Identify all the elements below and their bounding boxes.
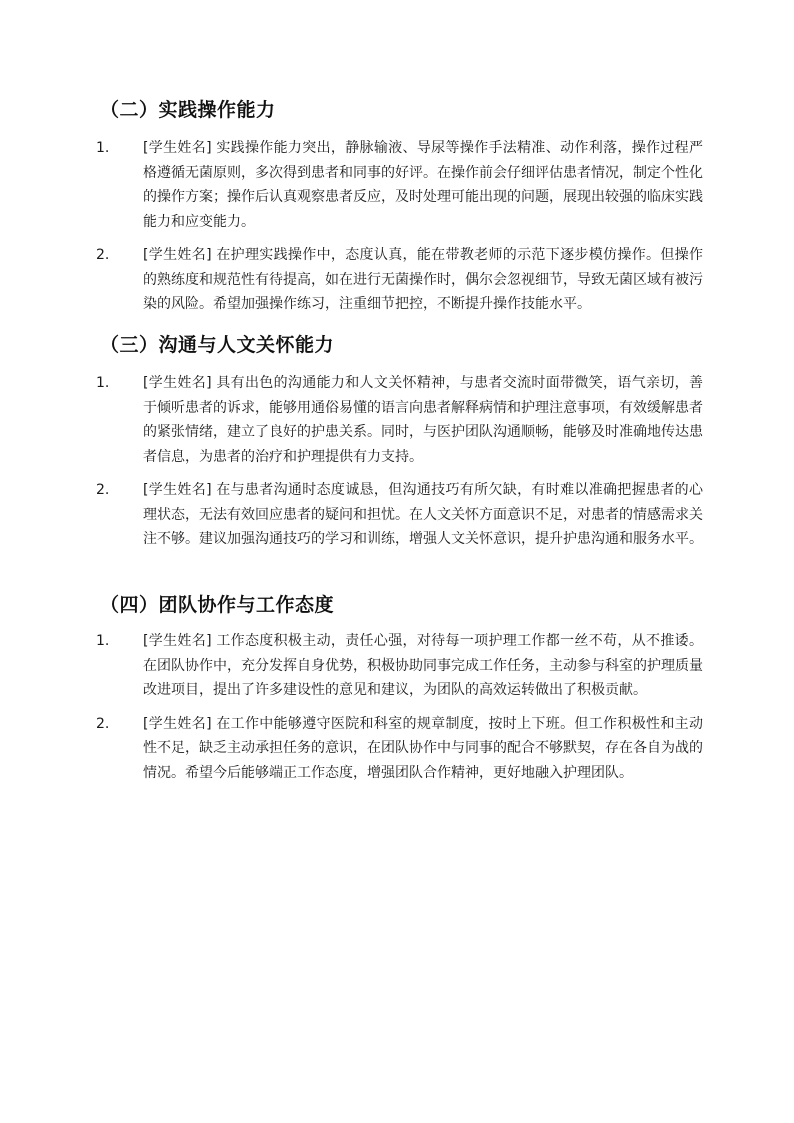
- list-number: 1.: [96, 633, 110, 649]
- list-number: 2.: [96, 715, 110, 732]
- list-item: [0, 712, 794, 786]
- list-item-text: [学生姓名] 在与患者沟通时态度诚恳，但沟通技巧有所欠缺，有时难以准确把握患者的心理状态，无法有效回应患者的疑问和担忧。在人文关怀方面意识不足，对患者的情感需求关注不够。建议加强沟通技巧的学习和训练，增强人文关怀意识，提升护患沟通和服务水平。: [143, 482, 703, 547]
- list-item-text: [学生姓名] 实践操作能力突出，静脉输液、导尿等操作手法精准、动作利落，操作过程严格遵循无菌原则，多次得到患者和同事的好评。在操作前会仔细评估患者情况，制定个性化的操作方案；操作后认真观察患者反应，及时处理可能出现的问题，展现出较强的临床实践能力和应变能力。: [143, 140, 703, 230]
- section-title: （四）团队协作与工作态度: [100, 594, 335, 616]
- section-title: （三）沟通与人文关怀能力: [100, 334, 335, 356]
- evaluation-list: [0, 136, 794, 326]
- list-item: [0, 478, 794, 552]
- list-number: 1.: [96, 140, 110, 156]
- list-item: [0, 371, 794, 469]
- list-number: 2.: [96, 247, 110, 263]
- list-item: [0, 629, 794, 703]
- list-item-text: [学生姓名] 在工作中能够遵守医院和科室的规章制度，按时上下班。但工作积极性和主动性不足，缺乏主动承担任务的意识，在团队协作中与同事的配合不够默契，存在各自为战的情况。希望今后能够端正工作态度，增强团队合作精神，更好地融入护理团队。: [143, 715, 703, 781]
- list-item-text: [学生姓名] 具有出色的沟通能力和人文关怀精神，与患者交流时面带微笑，语气亲切，善于倾听患者的诉求，能够用通俗易懂的语言向患者解释病情和护理注意事项，有效缓解患者的紧张情绪，建立了良好的护患关系。同时，与医护团队沟通顺畅，能够及时准确地传达患者信息，为患者的治疗和护理提供有力支持。: [143, 375, 703, 465]
- evaluation-list: [0, 629, 794, 794]
- list-number: 2.: [96, 482, 110, 498]
- evaluation-list: [0, 371, 794, 561]
- list-item: [0, 243, 794, 317]
- list-item-text: [学生姓名] 在护理实践操作中，态度认真，能在带教老师的示范下逐步模仿操作。但操作的熟练度和规范性有待提高，如在进行无菌操作时，偶尔会忽视细节，导致无菌区域有被污染的风险。希望加强操作练习，注重细节把控，不断提升操作技能水平。: [143, 247, 703, 312]
- list-item: [0, 136, 794, 234]
- list-item-text: [学生姓名] 工作态度积极主动，责任心强，对待每一项护理工作都一丝不苟，从不推诿。在团队协作中，充分发挥自身优势，积极协助同事完成工作任务，主动参与科室的护理质量改进项目，提出了许多建设性的意见和建议，为团队的高效运转做出了积极贡献。: [143, 633, 703, 698]
- list-number: 1.: [96, 375, 110, 391]
- section-title: （二）实践操作能力: [100, 99, 276, 121]
